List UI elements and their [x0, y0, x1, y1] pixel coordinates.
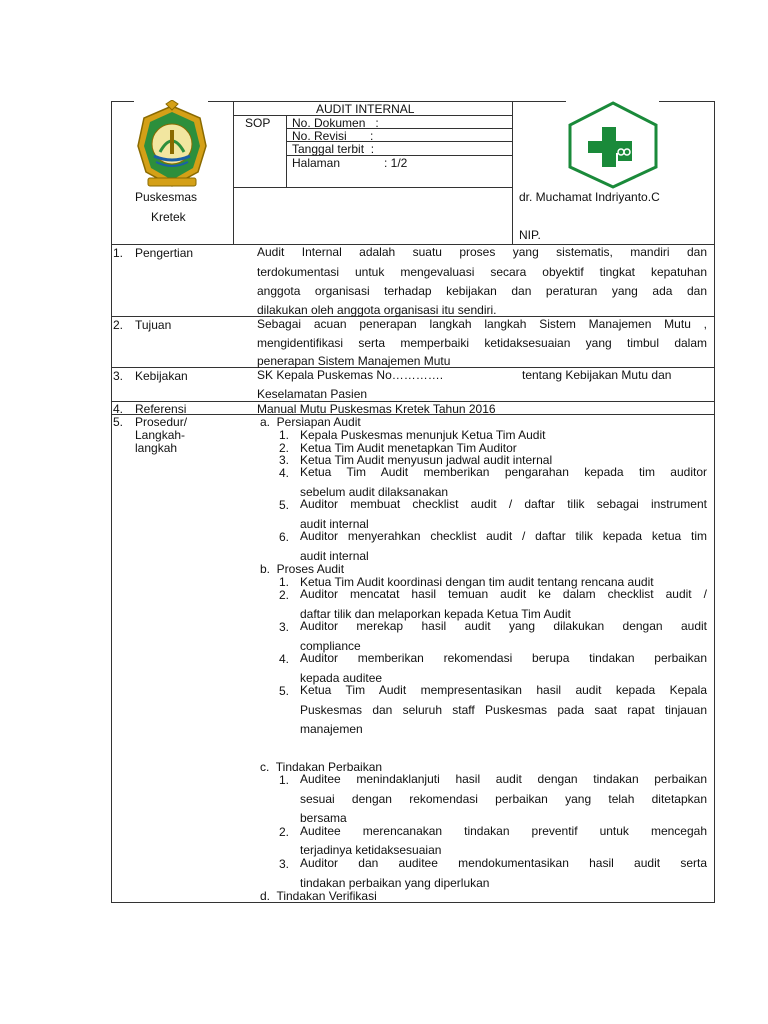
list-number: 2.: [279, 441, 290, 455]
signer-name: dr. Muchamat Indriyanto.C: [519, 190, 660, 204]
subsection-title: c. Tindakan Perbaikan: [260, 760, 383, 774]
sop-label: SOP: [245, 116, 271, 130]
list-item: Auditor memberikan rekomendasi berupa tindakan perbaikan: [300, 651, 707, 665]
section-number: 1.: [113, 246, 124, 260]
regional-emblem-logo: [130, 100, 214, 192]
list-item-cont: sebelum audit dilaksanakan: [300, 485, 449, 499]
list-number: 2.: [279, 588, 290, 602]
list-item: Ketua Tim Audit mempresentasikan hasil audit kepada Kepala: [300, 683, 707, 697]
no-dokumen-label: No. Dokumen :: [292, 116, 379, 130]
kebijakan-tentang: tentang Kebijakan Mutu dan: [522, 368, 672, 382]
subsection-title: d. Tindakan Verifikasi: [260, 889, 377, 903]
subsection-title: b. Proses Audit: [260, 562, 345, 576]
section-label-kebijakan: Kebijakan: [135, 369, 188, 383]
tanggal-terbit-label: Tanggal terbit :: [292, 142, 375, 156]
list-item-cont: audit internal: [300, 549, 369, 563]
pengertian-line: terdokumentasi untuk mengevaluasi secara obyektif tingkat kepatuhan: [257, 265, 707, 279]
org-name-line1: Puskesmas: [135, 190, 198, 204]
document-title: AUDIT INTERNAL: [316, 102, 415, 116]
list-item: Auditor membuat checklist audit / daftar tilik sebagai instrument: [300, 497, 707, 511]
halaman-label: Halaman: [292, 156, 341, 170]
list-item: Auditee merencanakan tindakan preventif untuk mencegah: [300, 824, 707, 838]
section-number: 5.: [113, 415, 124, 429]
list-item: Auditor mencatat hasil temuan audit ke dalam checklist audit /: [300, 587, 707, 601]
list-number: 3.: [279, 620, 290, 634]
subsection-title: a. Persiapan Audit: [260, 415, 361, 429]
list-item: Ketua Tim Audit koordinasi dengan tim audit tentang rencana audit: [300, 575, 654, 589]
list-item: Ketua Tim Audit menetapkan Tim Auditor: [300, 441, 517, 455]
list-number: 5.: [279, 684, 290, 698]
list-item-cont: bersama: [300, 811, 347, 825]
list-number: 1.: [279, 428, 290, 442]
puskesmas-logo: [566, 101, 660, 189]
section-label-referensi: Referensi: [135, 402, 187, 416]
tujuan-line: mengidentifikasi serta memperbaiki ketidaksesuaian yang timbul dalam: [257, 336, 707, 350]
kebijakan-sk: SK Kepala Puskemas No………….: [257, 368, 444, 382]
list-item: Auditee menindaklanjuti hasil audit dengan tindakan perbaikan: [300, 772, 707, 786]
section-label-prosedur: langkah: [135, 441, 178, 455]
referensi-text: Manual Mutu Puskesmas Kretek Tahun 2016: [257, 402, 496, 416]
pengertian-line: anggota organisasi terhadap kebijakan dan peraturan yang ada dan: [257, 284, 707, 298]
list-item-cont: sesuai dengan rekomendasi perbaikan yang telah ditetapkan: [300, 792, 707, 806]
list-item: Ketua Tim Audit memberikan pengarahan kepada tim auditor: [300, 465, 707, 479]
list-number: 5.: [279, 498, 290, 512]
list-item-cont: daftar tilik dan melaporkan kepada Ketua Tim Audit: [300, 607, 571, 621]
list-item-cont: Puskesmas dan seluruh staff Puskesmas pada saat rapat tinjauan: [300, 703, 707, 717]
list-number: 2.: [279, 825, 290, 839]
list-number: 6.: [279, 530, 290, 544]
list-item-cont: compliance: [300, 639, 361, 653]
halaman-value: : 1/2: [384, 156, 408, 170]
list-item-cont: audit internal: [300, 517, 369, 531]
list-item-cont: tindakan perbaikan yang diperlukan: [300, 876, 490, 890]
list-item: Kepala Puskesmas menunjuk Ketua Tim Audit: [300, 428, 546, 442]
kebijakan-line2: Keselamatan Pasien: [257, 387, 368, 401]
pengertian-line: dilakukan oleh anggota organisasi itu sendiri.: [257, 303, 497, 317]
section-number: 2.: [113, 318, 124, 332]
list-number: 1.: [279, 575, 290, 589]
list-item-cont: terjadinya ketidaksesuaian: [300, 843, 442, 857]
tujuan-line: penerapan Sistem Manajemen Mutu: [257, 354, 451, 368]
list-number: 3.: [279, 453, 290, 467]
list-item: Ketua Tim Audit menyusun jadwal audit internal: [300, 453, 553, 467]
section-label-prosedur: Langkah-: [135, 428, 186, 442]
list-item-cont: manajemen: [300, 722, 363, 736]
pengertian-line: Audit Internal adalah suatu proses yang sistematis, mandiri dan: [257, 245, 707, 259]
section-number: 4.: [113, 402, 124, 416]
list-number: 3.: [279, 857, 290, 871]
list-number: 4.: [279, 466, 290, 480]
nip-label: NIP.: [519, 228, 541, 242]
tujuan-line: Sebagai acuan penerapan langkah langkah Sistem Manajemen Mutu ,: [257, 317, 707, 331]
org-name-line2: Kretek: [151, 210, 186, 224]
list-item: Auditor menyerahkan checklist audit / daftar tilik kepada ketua tim: [300, 529, 707, 543]
section-label-prosedur: Prosedur/: [135, 415, 188, 429]
list-number: 4.: [279, 652, 290, 666]
list-item: Auditor dan auditee mendokumentasikan hasil audit serta: [300, 856, 707, 870]
no-revisi-label: No. Revisi :: [292, 129, 374, 143]
list-number: 1.: [279, 773, 290, 787]
section-label-tujuan: Tujuan: [135, 318, 172, 332]
list-item-cont: kepada auditee: [300, 671, 383, 685]
section-number: 3.: [113, 369, 124, 383]
list-item: Auditor merekap hasil audit yang dilakukan dengan audit: [300, 619, 707, 633]
section-label-pengertian: Pengertian: [135, 246, 194, 260]
